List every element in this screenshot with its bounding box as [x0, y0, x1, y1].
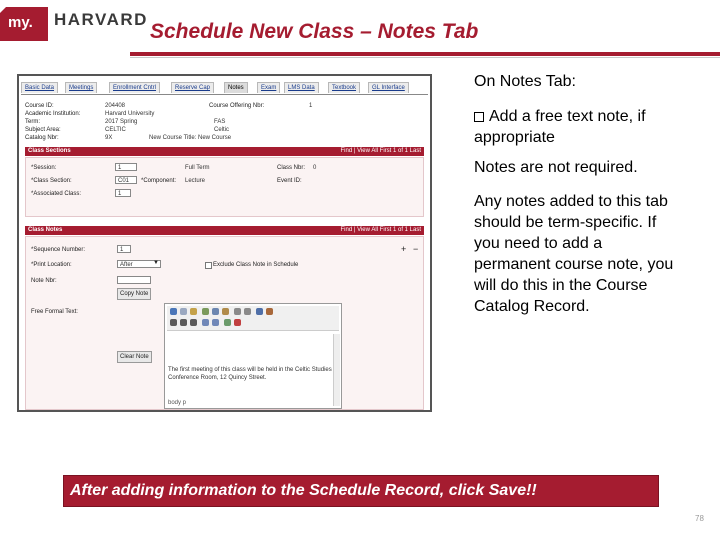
sequence-label: *Sequence Number: — [31, 247, 86, 253]
print-location-label: *Print Location: — [31, 262, 72, 268]
find-icon[interactable] — [256, 308, 263, 315]
tab-enrollment-cntrl[interactable]: Enrollment Cntrl — [109, 82, 160, 93]
title-rule-shadow — [130, 57, 720, 58]
print-location-select[interactable]: After — [117, 260, 161, 268]
paste-icon[interactable] — [222, 308, 229, 315]
free-text-editor[interactable] — [164, 303, 342, 409]
class-notes-title: Class Notes — [28, 227, 63, 233]
editor-path: body p — [168, 400, 187, 406]
exclude-note-checkbox[interactable] — [205, 262, 212, 269]
brand-wordmark: HARVARD — [54, 10, 148, 29]
institution-label: Academic Institution: — [25, 111, 81, 117]
tab-gl-interface[interactable]: GL Interface — [368, 82, 409, 93]
link-icon[interactable] — [224, 319, 231, 326]
session-field[interactable]: 1 — [115, 163, 137, 171]
save-reminder-text: After adding information to the Schedule Record, click Save!! — [70, 482, 537, 499]
offering-value: 1 — [309, 103, 313, 109]
clear-note-button[interactable]: Clear Note — [117, 351, 152, 363]
tab-textbook[interactable]: Textbook — [328, 82, 360, 93]
tab-lms-data[interactable]: LMS Data — [284, 82, 319, 93]
sequence-field[interactable]: 1 — [117, 245, 131, 253]
notes-heading: On Notes Tab: — [474, 73, 576, 90]
subject-label: Subject Area: — [25, 127, 61, 133]
class-section-field[interactable]: C01 — [115, 176, 137, 184]
catalog-title: New Course Title: New Course — [149, 135, 232, 141]
class-sections-header — [25, 147, 424, 156]
class-sections-nav[interactable]: Find | View All First 1 of 1 Last — [340, 148, 421, 154]
tab-underline — [21, 94, 428, 95]
session-label: *Session: — [31, 165, 57, 171]
replace-icon[interactable] — [266, 308, 273, 315]
course-id-label: Course ID: — [25, 103, 54, 109]
institution-value: Harvard University — [105, 111, 155, 117]
copy-icon[interactable] — [212, 308, 219, 315]
exclude-note-label: Exclude Class Note in Schedule — [213, 262, 299, 268]
source-icon[interactable] — [170, 308, 177, 315]
class-sections-body — [25, 157, 424, 217]
add-row-icon[interactable]: + — [401, 244, 407, 254]
session-desc: Full Term — [185, 165, 210, 171]
event-id-label: Event ID: — [277, 178, 302, 184]
class-nbr-label: Class Nbr: — [277, 165, 306, 171]
template-icon[interactable] — [190, 308, 197, 315]
editor-note-text[interactable]: The first meeting of this class will be held in the Celtic Studies Conference Room, 12 Quincy Street. — [168, 367, 332, 381]
bold-icon[interactable] — [170, 319, 177, 326]
catalog-label: Catalog Nbr: — [25, 135, 59, 141]
tab-reserve-cap[interactable]: Reserve Cap — [171, 82, 214, 93]
class-sections-title: Class Sections — [28, 148, 71, 154]
undo-icon[interactable] — [234, 308, 241, 315]
tab-exam[interactable]: Exam — [257, 82, 280, 93]
tab-notes[interactable]: Notes — [224, 82, 248, 93]
component-label: *Component: — [141, 178, 177, 184]
editor-toolbar — [167, 306, 339, 331]
harvard-logo-badge — [0, 7, 48, 41]
class-notes-header — [25, 226, 424, 235]
catalog-value: 9X — [105, 135, 113, 141]
assoc-class-label: *Associated Class: — [31, 191, 82, 197]
title-rule — [130, 52, 720, 56]
save-reminder-banner — [63, 475, 659, 507]
offering-label: Course Offering Nbr: — [209, 103, 265, 109]
tab-basic-data[interactable]: Basic Data — [21, 82, 58, 93]
note-nbr-label: Note Nbr: — [31, 278, 57, 284]
bullet-text: Add a free text note, if appropriate — [474, 108, 646, 146]
redo-icon[interactable] — [244, 308, 251, 315]
cut-icon[interactable] — [202, 308, 209, 315]
notes-guidance-text: Any notes added to this tab should be term-specific. If you need to add a permanent course note, you will do this in the Course Catalog Record. — [474, 193, 674, 315]
subject-extra: Celtic — [214, 127, 230, 133]
chevron-down-icon: ▼ — [153, 260, 159, 266]
term-extra: FAS — [214, 119, 226, 125]
class-notes-nav[interactable]: Find | View All First 1 of 1 Last — [340, 227, 421, 233]
notes-optional-text: Notes are not required. — [474, 159, 638, 176]
tab-meetings[interactable]: Meetings — [65, 82, 97, 93]
note-nbr-field[interactable] — [117, 276, 151, 284]
subject-value: CELTIC — [105, 127, 126, 133]
logo-corner-mark — [0, 7, 6, 13]
delete-row-icon[interactable]: − — [413, 244, 419, 254]
course-id-value: 204408 — [105, 103, 126, 109]
class-nbr-value: 0 — [313, 165, 317, 171]
logo-text: my. — [8, 14, 33, 31]
preview-icon[interactable] — [180, 308, 187, 315]
assoc-class-field[interactable]: 1 — [115, 189, 131, 197]
bullet-list-icon[interactable] — [212, 319, 219, 326]
free-text-label: Free Formal Text: — [31, 309, 78, 315]
class-section-label: *Class Section: — [31, 178, 72, 184]
copy-note-button[interactable]: Copy Note — [117, 288, 151, 300]
numbered-list-icon[interactable] — [202, 319, 209, 326]
unlink-icon[interactable] — [234, 319, 241, 326]
underline-icon[interactable] — [190, 319, 197, 326]
italic-icon[interactable] — [180, 319, 187, 326]
slide-title: Schedule New Class – Notes Tab — [150, 20, 479, 43]
checkbox-bullet-icon — [474, 112, 484, 122]
notes-tab-screenshot — [17, 74, 432, 412]
term-value: 2017 Spring — [105, 119, 138, 125]
tab-bar — [21, 82, 428, 94]
editor-scrollbar[interactable] — [333, 334, 340, 406]
component-value: Lecture — [185, 178, 206, 184]
page-number: 78 — [695, 514, 704, 523]
bullet-item — [474, 106, 684, 148]
term-label: Term: — [25, 119, 40, 125]
